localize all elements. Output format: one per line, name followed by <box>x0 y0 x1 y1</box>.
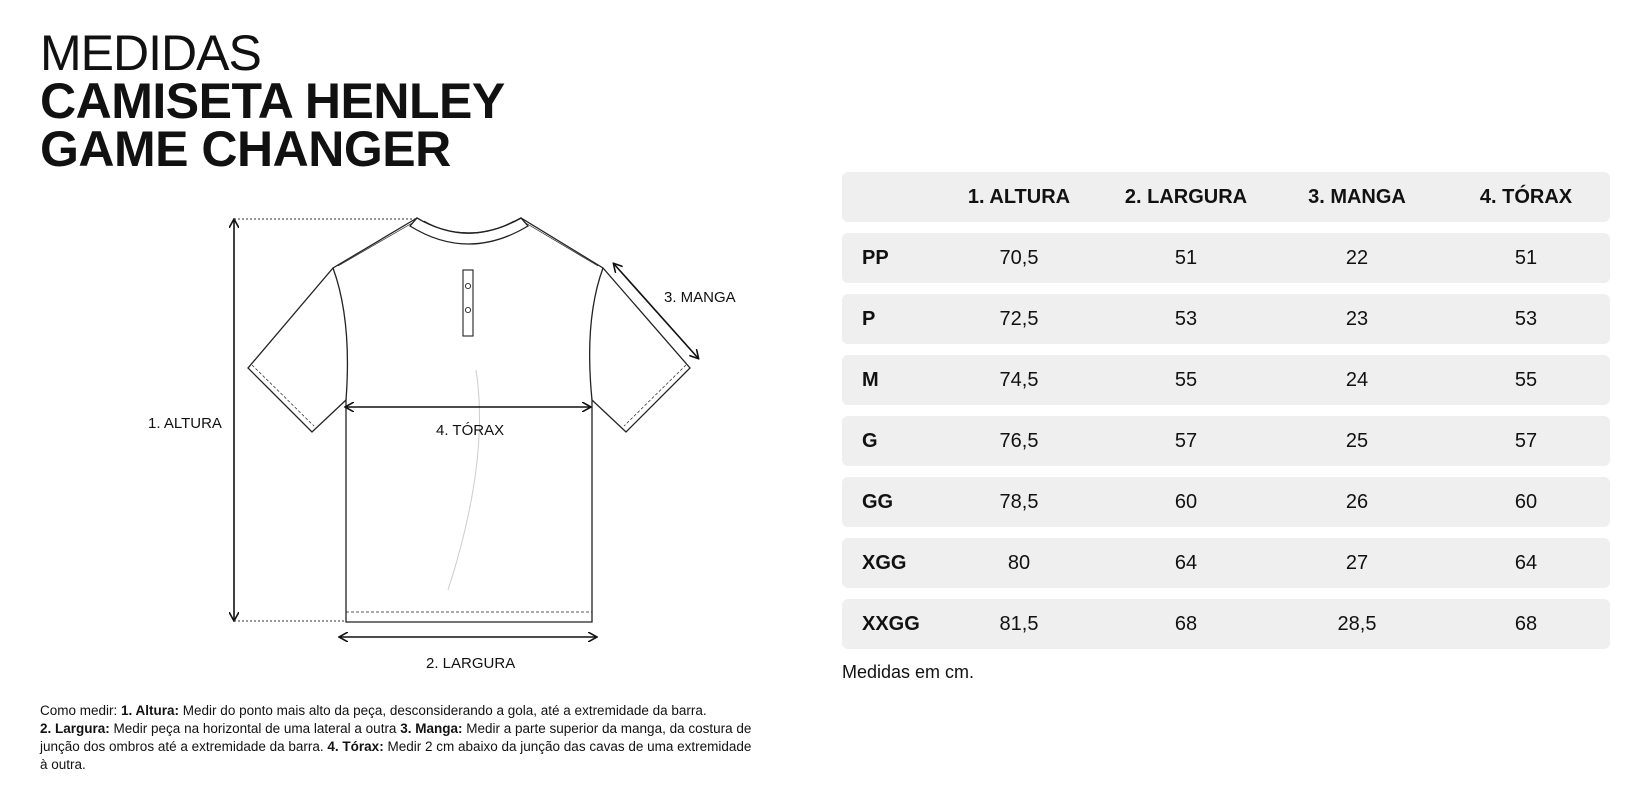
table-row <box>842 599 1610 649</box>
table-row <box>842 355 1610 405</box>
sleeve-dimension <box>614 264 698 358</box>
cell-torax: 68 <box>1514 612 1538 635</box>
button-1 <box>465 283 470 288</box>
cell-manga: 27 <box>1345 551 1369 574</box>
right-sleeve-hem <box>624 365 686 426</box>
label-torax: 4. TÓRAX <box>436 422 505 439</box>
cell-manga: 28,5 <box>1337 612 1377 635</box>
label-largura: 2. LARGURA <box>426 655 516 672</box>
label-altura: 1. ALTURA <box>148 415 222 432</box>
cell-altura: 81,5 <box>999 612 1039 635</box>
cell-altura: 70,5 <box>999 246 1039 269</box>
cell-manga: 25 <box>1345 429 1369 452</box>
instructions-altura-label: 1. Altura: <box>121 703 180 718</box>
cell-altura: 78,5 <box>999 490 1039 513</box>
label-manga: 3. MANGA <box>664 289 736 306</box>
cell-torax: 51 <box>1514 246 1538 269</box>
cell-manga: 23 <box>1345 307 1369 330</box>
cell-largura: 68 <box>1174 612 1198 635</box>
cell-altura: 72,5 <box>999 307 1039 330</box>
instructions-intro: Como medir: <box>40 703 122 718</box>
cell-manga: 22 <box>1345 246 1369 269</box>
table-header-row <box>842 172 1610 222</box>
size-label: P <box>862 307 876 330</box>
fabric-fold <box>448 370 480 590</box>
table-row <box>842 233 1610 283</box>
size-label: M <box>862 368 879 391</box>
size-table <box>842 172 1610 660</box>
left-shoulder-seam <box>338 222 414 266</box>
header-manga: 3. MANGA <box>1308 185 1406 208</box>
table-row <box>842 416 1610 466</box>
left-armhole <box>333 268 347 400</box>
instructions-manga-label: 3. Manga: <box>400 721 463 736</box>
shirt-body <box>248 218 690 622</box>
shirt-outline <box>248 218 690 622</box>
instructions-torax-label: 4. Tórax: <box>327 739 384 754</box>
shirt-diagram <box>0 0 760 680</box>
cell-largura: 53 <box>1174 307 1198 330</box>
size-label: XGG <box>862 551 907 574</box>
header-altura: 1. ALTURA <box>967 185 1071 208</box>
cell-largura: 60 <box>1174 490 1198 513</box>
units-note: Medidas em cm. <box>842 662 975 682</box>
size-label: PP <box>862 246 889 269</box>
cell-torax: 53 <box>1514 307 1538 330</box>
cell-largura: 51 <box>1174 246 1198 269</box>
measuring-instructions <box>40 702 760 774</box>
instructions-manga-text: Medir a parte superior da manga, da costura de junção dos ombros até a extremidade da barra. <box>40 721 752 754</box>
cell-torax: 60 <box>1514 490 1538 513</box>
instructions-altura-text: Medir do ponto mais alto da peça, desconsiderando a gola, até a extremidade da barra. <box>179 703 707 718</box>
left-sleeve-hem <box>252 365 314 426</box>
cell-torax: 64 <box>1514 551 1538 574</box>
cell-largura: 64 <box>1174 551 1198 574</box>
title-line-product-name: GAME CHANGER <box>40 121 451 177</box>
size-label: GG <box>862 490 894 513</box>
cell-altura: 74,5 <box>999 368 1039 391</box>
cell-altura: 80 <box>1007 551 1031 574</box>
header-torax: 4. TÓRAX <box>1479 185 1573 208</box>
title-line-product: CAMISETA HENLEY <box>40 73 505 129</box>
instructions-largura-text: Medir peça na horizontal de uma lateral a outra <box>109 721 401 736</box>
right-shoulder-seam <box>524 222 598 266</box>
cell-largura: 57 <box>1174 429 1198 452</box>
placket <box>463 270 473 336</box>
table-row <box>842 538 1610 588</box>
title-line-measures: MEDIDAS <box>40 25 261 81</box>
size-label: G <box>862 429 878 452</box>
header-largura: 2. LARGURA <box>1124 185 1248 208</box>
cell-torax: 57 <box>1514 429 1538 452</box>
cell-manga: 24 <box>1345 368 1369 391</box>
table-row <box>842 294 1610 344</box>
instructions-torax-text: Medir 2 cm abaixo da junção das cavas de uma extremidade à outra. <box>40 739 752 772</box>
cell-manga: 26 <box>1345 490 1369 513</box>
cell-torax: 55 <box>1514 368 1538 391</box>
collar-inner <box>424 221 514 234</box>
button-2 <box>465 307 470 312</box>
cell-altura: 76,5 <box>999 429 1039 452</box>
size-label: XXGG <box>862 612 920 635</box>
table-row <box>842 477 1610 527</box>
cell-largura: 55 <box>1174 368 1198 391</box>
instructions-largura-label: 2. Largura: <box>40 721 110 736</box>
right-armhole <box>590 268 603 400</box>
collar <box>410 218 528 244</box>
